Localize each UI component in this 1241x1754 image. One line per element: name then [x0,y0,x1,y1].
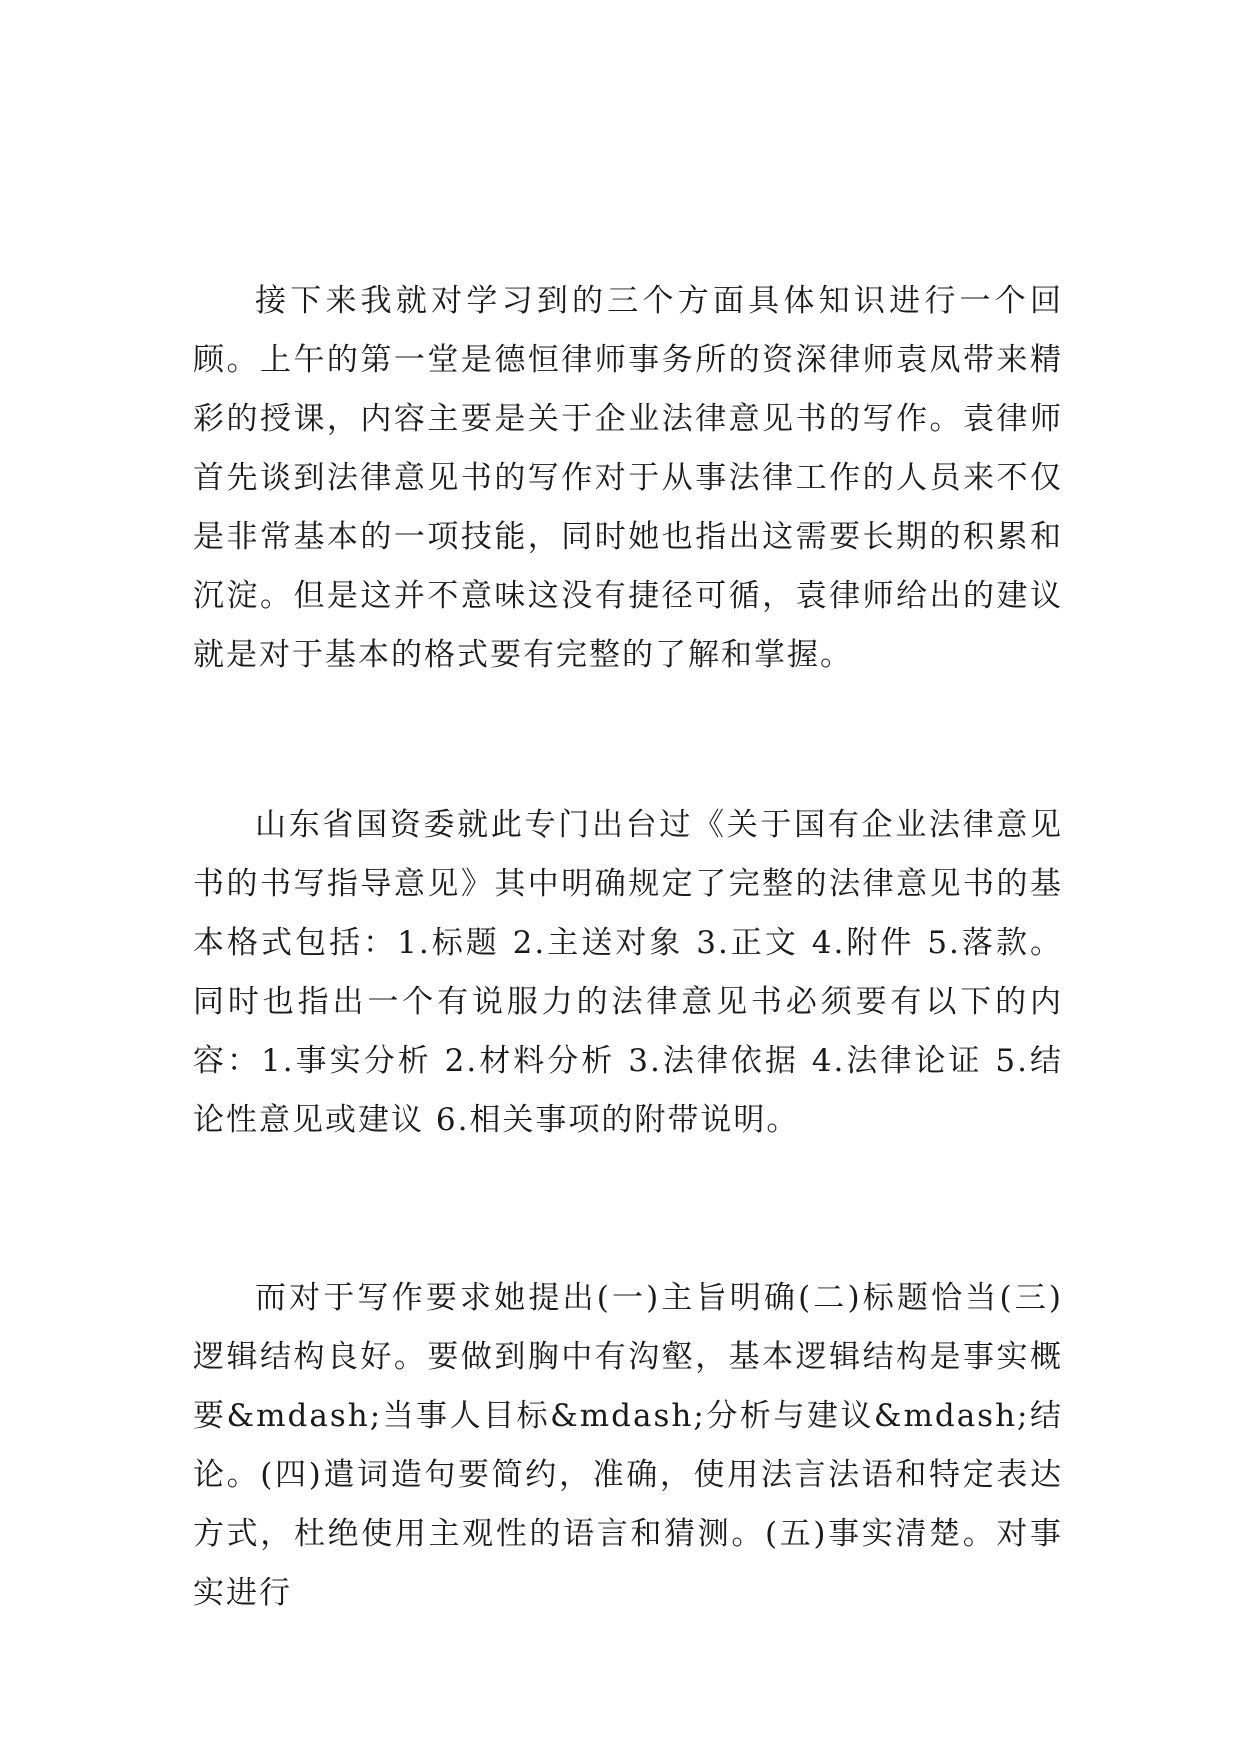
paragraph-review-intro: 接下来我就对学习到的三个方面具体知识进行一个回顾。上午的第一堂是德恒律师事务所的资深律师袁凤带来精彩的授课，内容主要是关于企业法律意见书的写作。袁律师首先谈到法律意见书的写作对于从事法律工作的人员来不仅是非常基本的一项技能，同时她也指出这需要长期的积累和沉淀。但是这并不意味这没有捷径可循，袁律师给出的建议就是对于基本的格式要有完整的了解和掌握。 [193,283,1063,673]
paragraph-format-requirements: 山东省国资委就此专门出台过《关于国有企业法律意见书的书写指导意见》其中明确规定了完整的法律意见书的基本格式包括：1.标题 2.主送对象 3.正文 4.附件 5.落款。同时也指出一个有说服力的法律意见书必须要有以下的内容：1.事实分析 2.材料分析 3.法律依据 4.法律论证 5.结论性意见或建议 6.相关事项的附带说明。 [193,807,1063,1138]
paragraph-writing-requirements: 而对于写作要求她提出(一)主旨明确(二)标题恰当(三)逻辑结构良好。要做到胸中有沟壑，基本逻辑结构是事实概要&mdash;当事人目标&mdash;分析与建议&mdash;结论。(四)遣词造句要简约，准确，使用法言法语和特定表达方式，杜绝使用主观性的语言和猜测。(五)事实清楚。对事实进行 [193,1280,1063,1611]
